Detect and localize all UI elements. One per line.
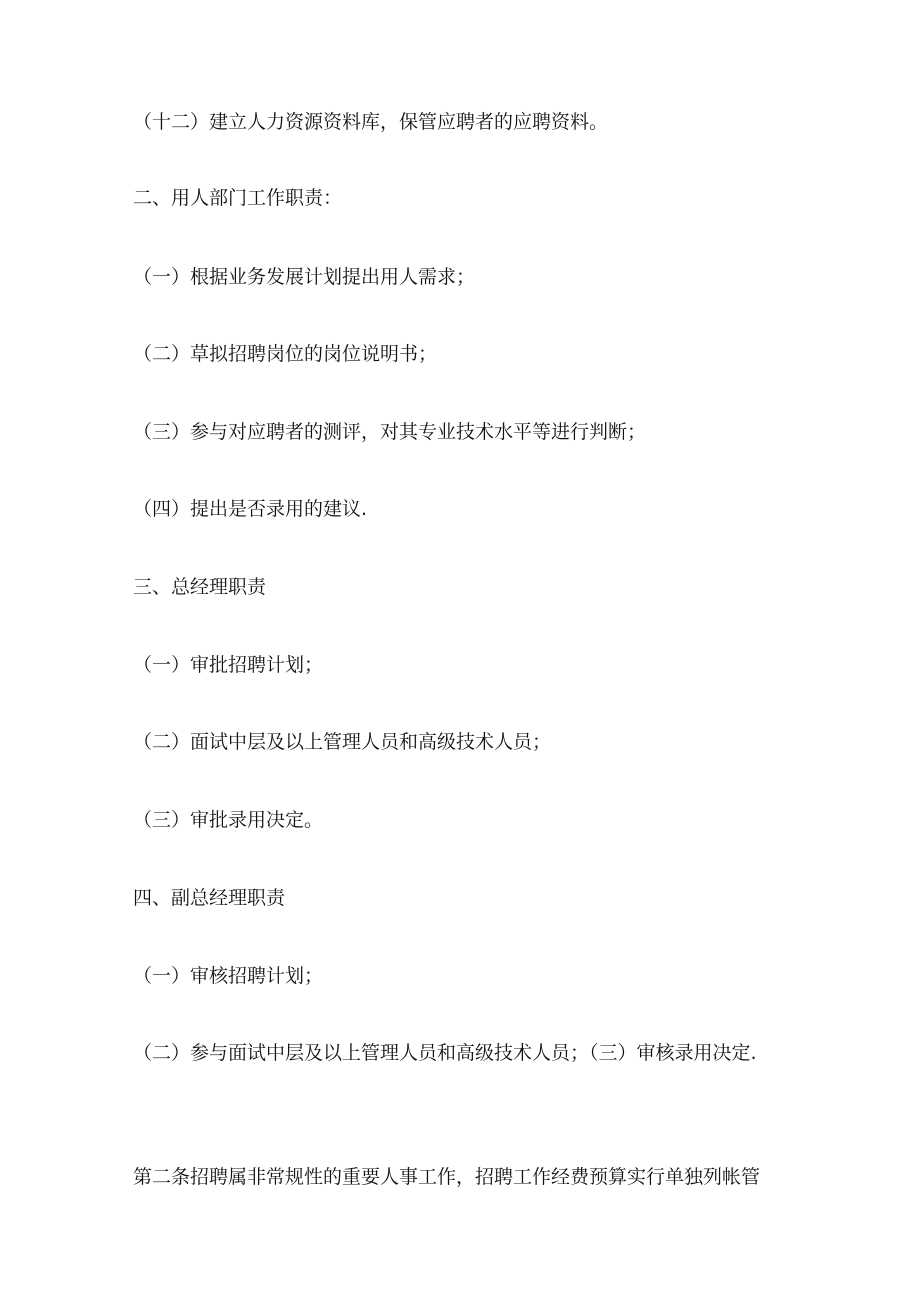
paragraph-dept-item-1: （一）根据业务发展计划提出用人需求； — [133, 266, 476, 288]
paragraph-deputy-item-1: （一）审核招聘计划； — [133, 965, 324, 987]
paragraph-dept-item-3: （三）参与对应聘者的测评，对其专业技术水平等进行判断； — [133, 421, 647, 443]
paragraph-gm-item-1: （一）审批招聘计划； — [133, 654, 324, 676]
paragraph-deputy-item-2-3: （二）参与面试中层及以上管理人员和高级技术人员；（三）审核录用决定. — [133, 1042, 757, 1064]
paragraph-article-2: 第二条招聘属非常规性的重要人事工作，招聘工作经费预算实行单独列帐管 — [133, 1166, 761, 1188]
heading-gm-duties: 三、总经理职责 — [133, 576, 267, 598]
paragraph-gm-item-2: （二）面试中层及以上管理人员和高级技术人员； — [133, 731, 552, 753]
heading-deputy-gm-duties: 四、副总经理职责 — [133, 887, 286, 909]
paragraph-gm-item-3: （三）审批录用决定。 — [133, 809, 324, 831]
paragraph-hr-database: （十二）建立人力资源资料库，保管应聘者的应聘资料。 — [133, 111, 609, 133]
paragraph-dept-item-4: （四）提出是否录用的建议. — [133, 498, 368, 520]
heading-department-duties: 二、用人部门工作职责： — [133, 187, 343, 209]
paragraph-dept-item-2: （二）草拟招聘岗位的岗位说明书； — [133, 343, 438, 365]
